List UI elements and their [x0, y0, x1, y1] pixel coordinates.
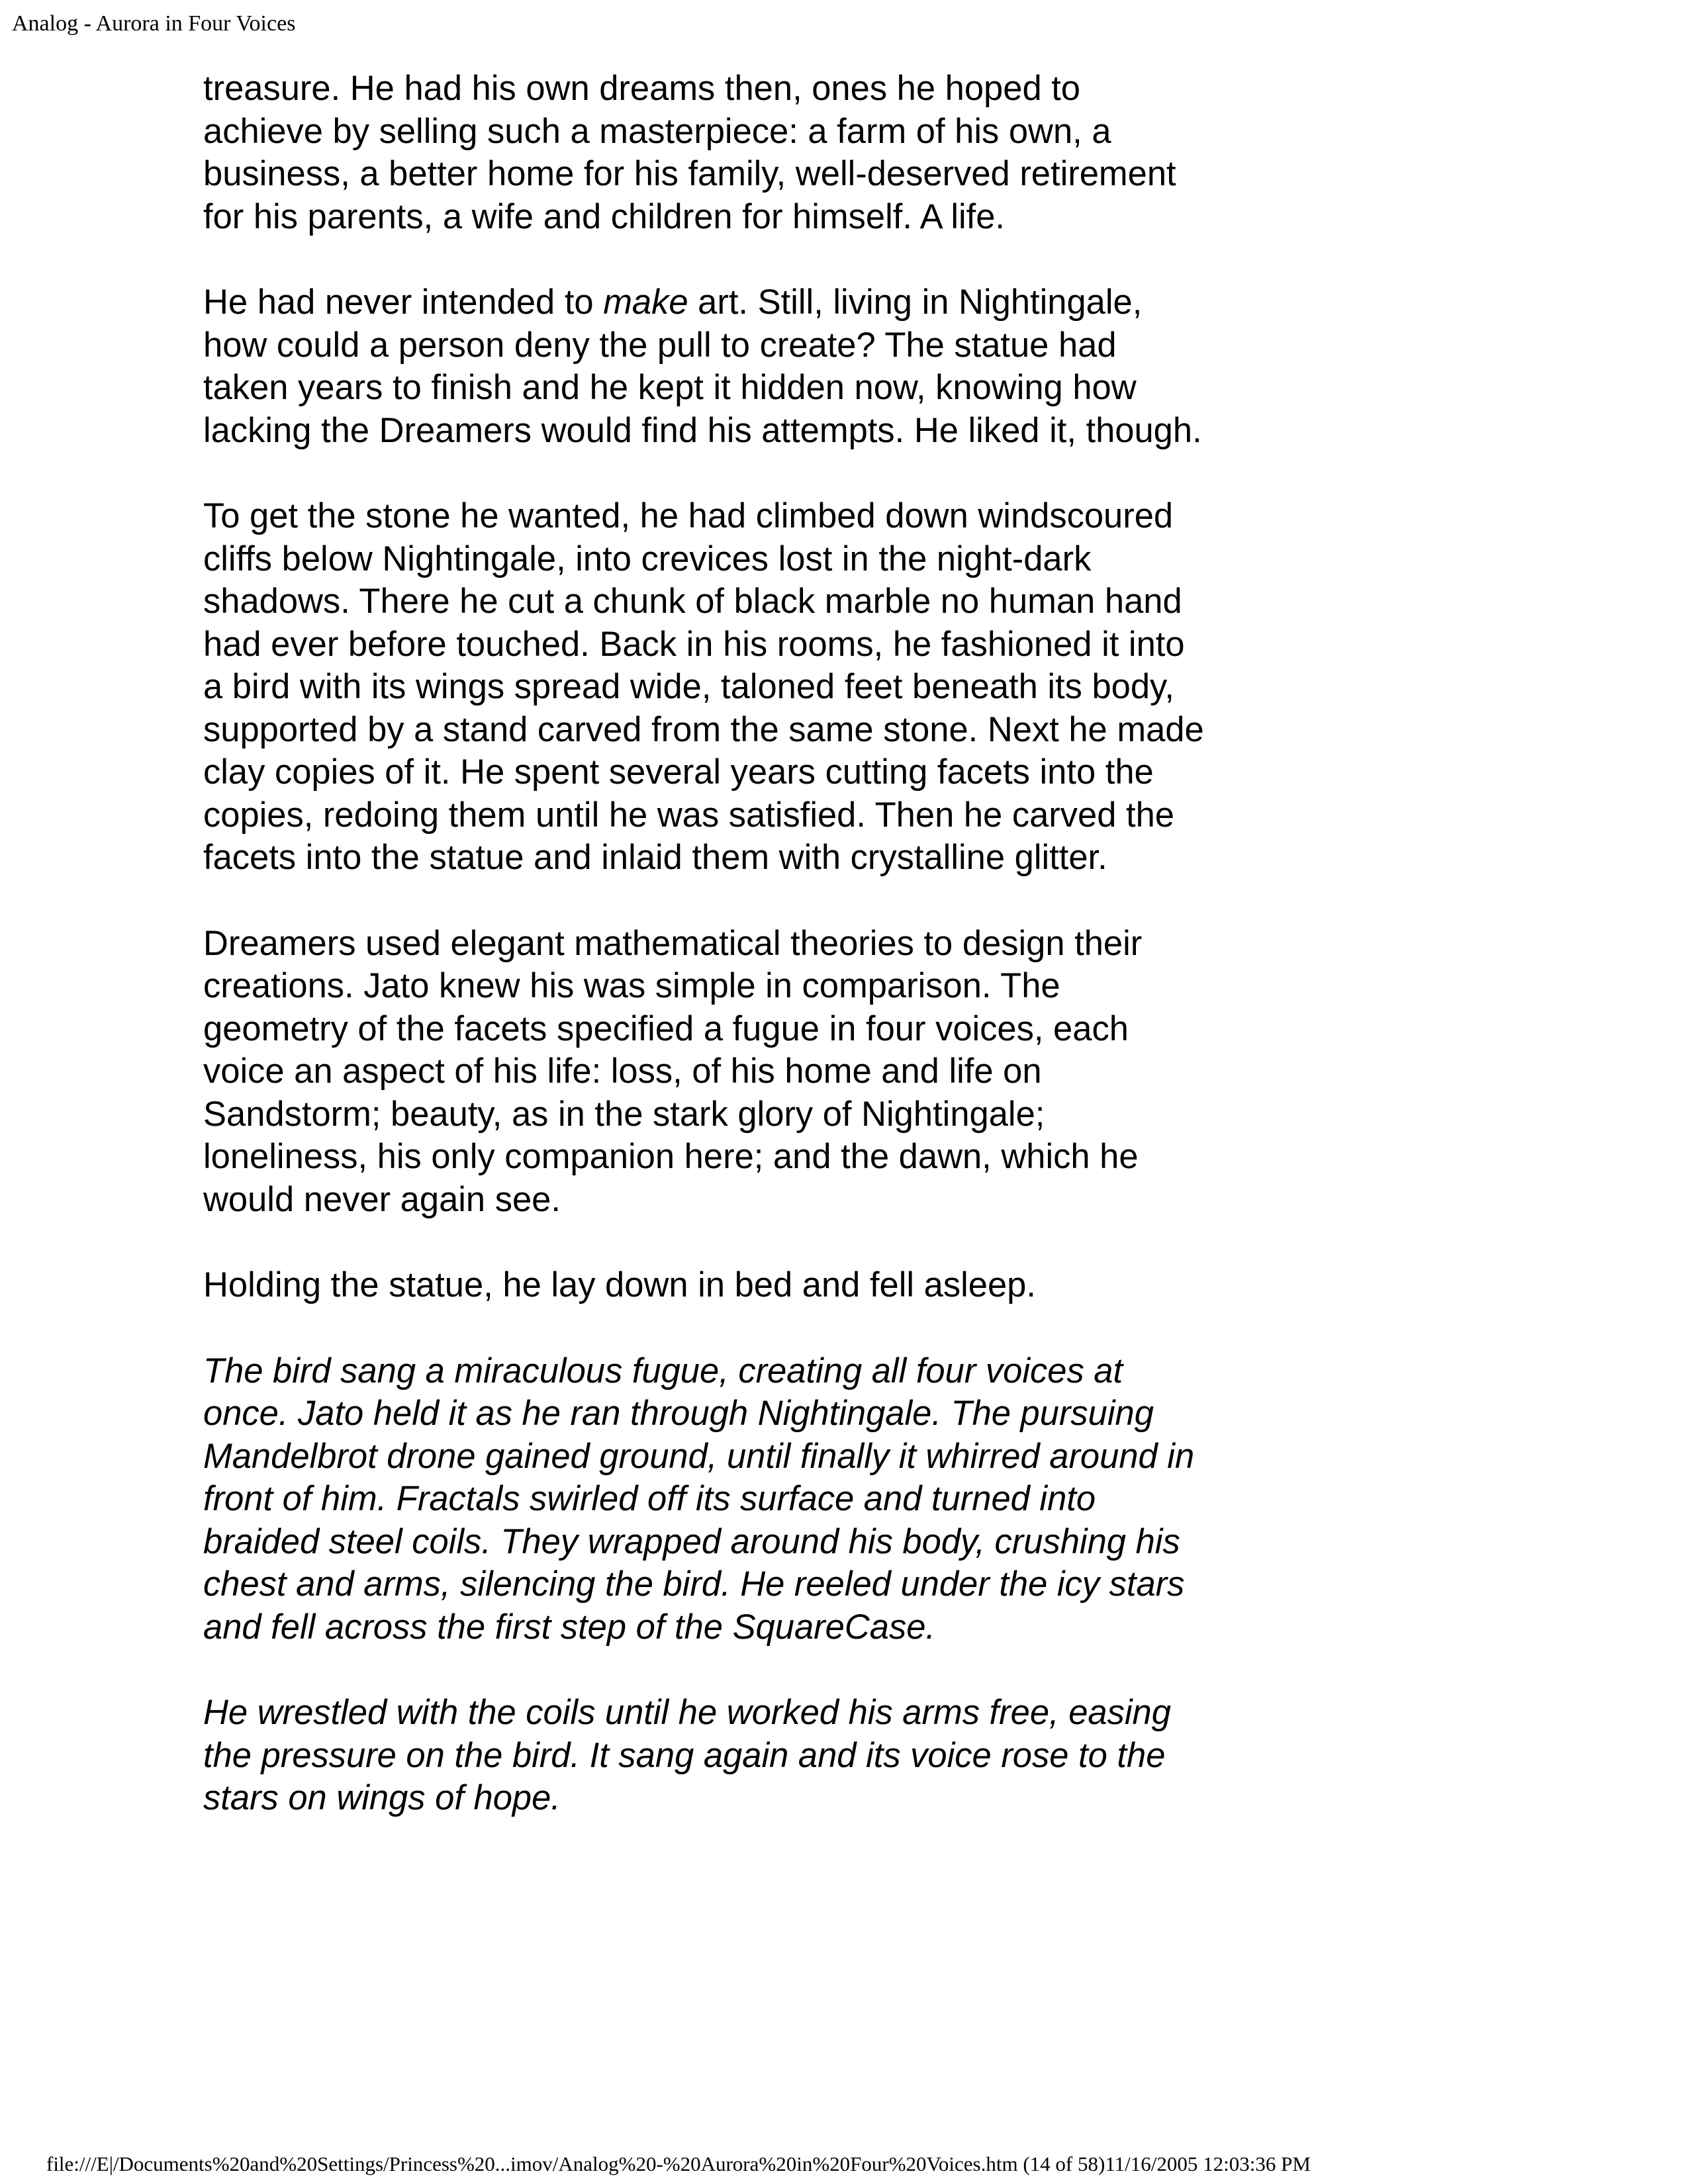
paragraph-stone: To get the stone he wanted, he had climbed down windscoured cliffs below Nightingale, into crevices lost in the night-dark shadows. There he cut a chunk of black marble no human hand had ever before touched. Back in his rooms, he fashioned it into a bird with its wings spread wide, taloned feet beneath its body, supported by a stand carved from the same stone. Next he made clay copies of it. He spent several years cutting facets into the copies, redoing them until he was satisfied. Then he carved the facets into the statue and inlaid them with crystalline glitter. — [203, 496, 1204, 877]
document-body — [203, 68, 1209, 1863]
paragraph-make-art — [203, 281, 1209, 452]
paragraph-dream-coils: He wrestled with the coils until he worked his arms free, easing the pressure on the bird. It sang again and its voice rose to the stars on wings of hope. — [203, 1693, 1171, 1817]
page-footer-path: file:///E|/Documents%20and%20Settings/Princess%20...imov/Analog%20-%20Aurora%20in%20Four%20Voices.htm (14 of 58)11/16/2005 12:03:36 PM — [46, 2152, 1311, 2175]
paragraph-make-art-end: art. Still, living in Nightingale, how could a person deny the pull to create? The statue had taken years to finish and he kept it hidden now, knowing how lacking the Dreamers would find his attempts. He liked it, though. — [203, 283, 1202, 450]
emphasis-make: make — [603, 283, 688, 322]
paragraph-dream-fugue: The bird sang a miraculous fugue, creating all four voices at once. Jato held it as he ran through Nightingale. The pursuing Mandelbrot drone gained ground, until finally it whirred around in front of him. Fractals swirled off its surface and turned into braided steel coils. They wrapped around his body, crushing his chest and arms, silencing the bird. He reeled under the icy stars and fell across the first step of the SquareCase. — [203, 1351, 1195, 1647]
paragraph-make-art-start: He had never intended to — [203, 283, 604, 322]
paragraph-holding-statue: Holding the statue, he lay down in bed and fell asleep. — [203, 1265, 1036, 1304]
paragraph-dreamers: Dreamers used elegant mathematical theories to design their creations. Jato knew his was simple in comparison. The geometry of the facets specified a fugue in four voices, each voice an aspect of his life: loss, of his home and life on Sandstorm; beauty, as in the stark glory of Nightingale; loneliness, his only companion here; and the dawn, which he would never again see. — [203, 923, 1143, 1219]
page-header-title: Analog - Aurora in Four Voices — [12, 11, 296, 36]
paragraph-treasure: treasure. He had his own dreams then, ones he hoped to achieve by selling such a masterpiece: a farm of his own, a business, a better home for his family, well-deserved retirement for his parents, a wife and children for himself. A life. — [203, 69, 1176, 236]
